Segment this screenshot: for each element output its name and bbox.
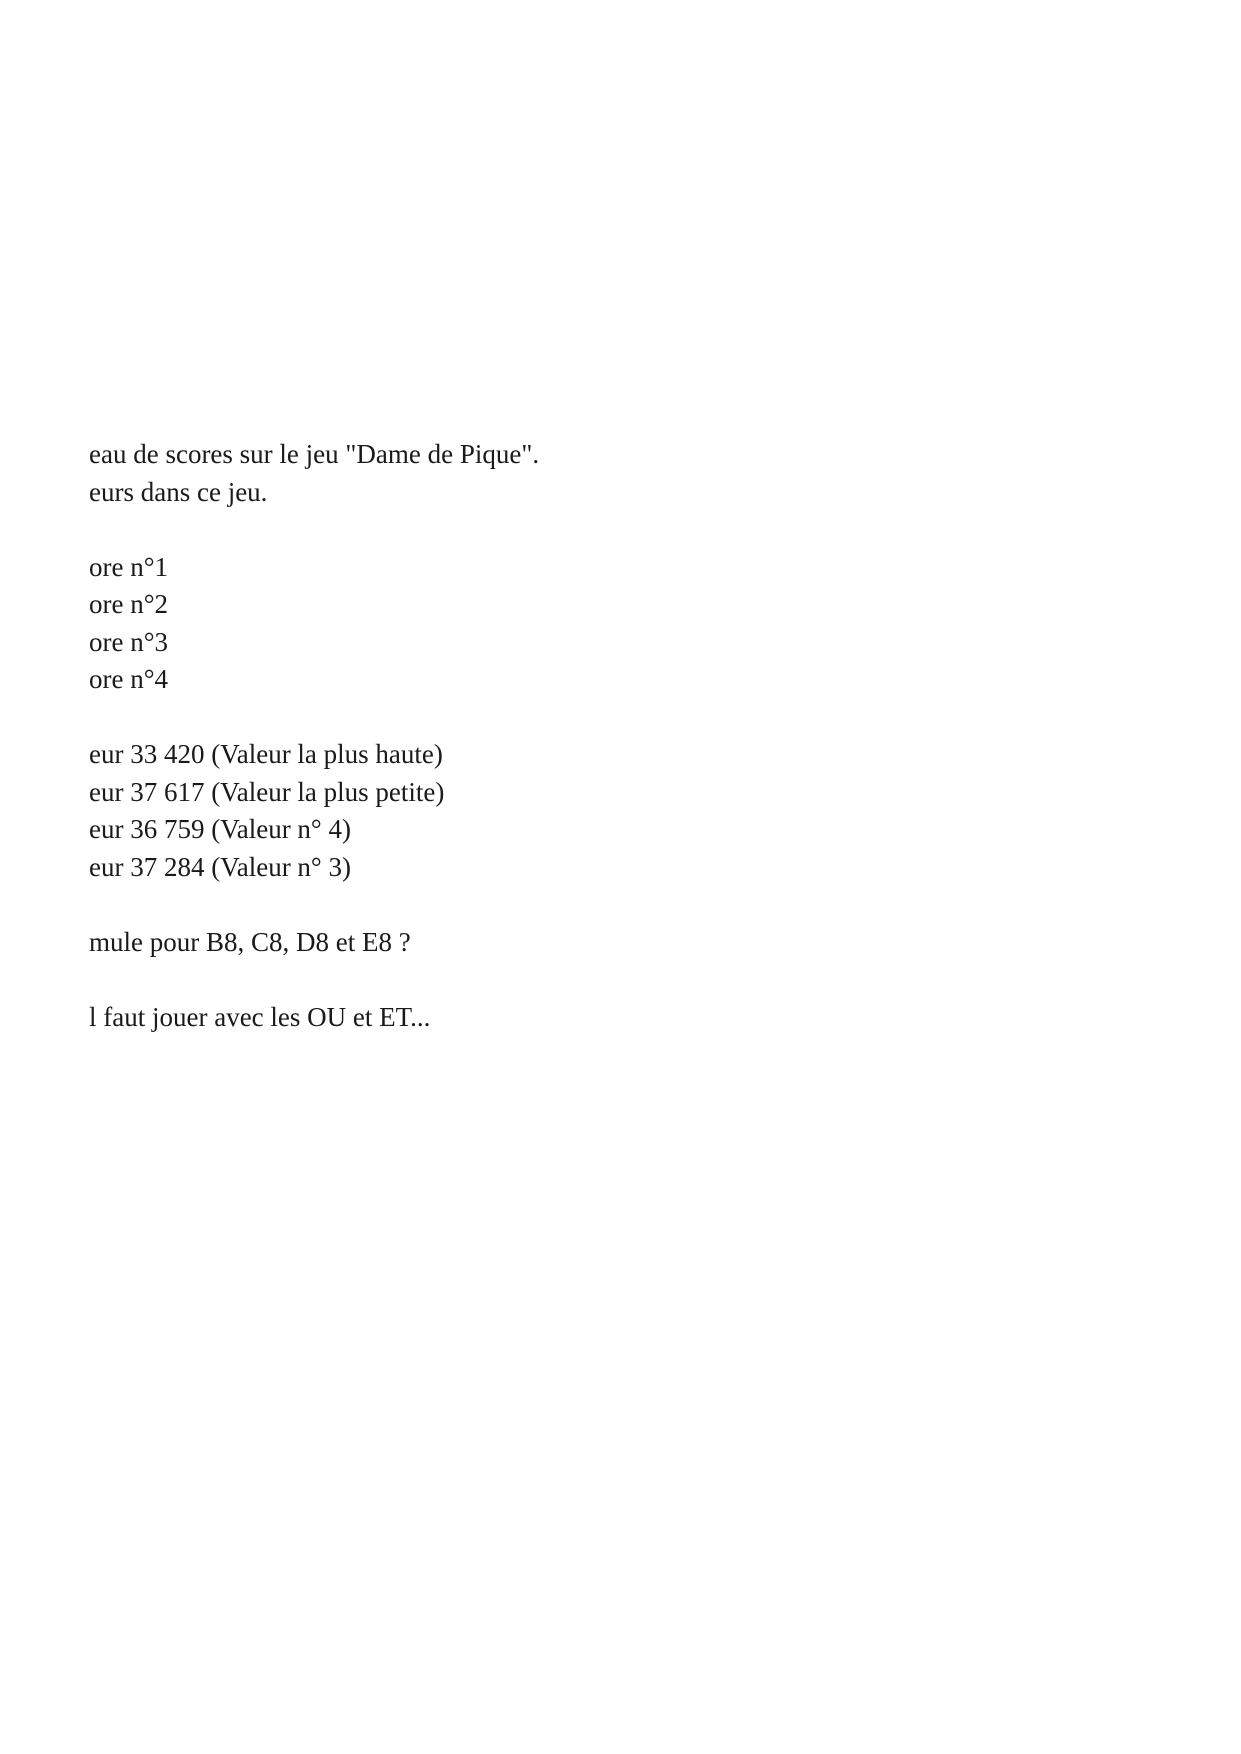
question-line: mule pour B8, C8, D8 et E8 ? [89,926,411,957]
value-line: eur 36 759 (Valeur n° 4) [89,814,351,844]
document-lines [89,436,539,1036]
value-line: eur 33 420 (Valeur la plus haute) [89,739,443,769]
score-line: ore n°2 [89,589,169,619]
score-line: ore n°1 [89,551,169,582]
score-line: ore n°3 [89,626,169,657]
intro-line: eau de scores sur le jeu "Dame de Pique". [89,439,540,469]
blank-line [89,699,539,737]
value-line: eur 37 617 (Valeur la plus petite) [89,776,445,807]
hint-line: l faut jouer avec les OU et ET... [89,1001,431,1032]
blank-line [89,886,539,924]
score-line: ore n°4 [89,664,169,694]
blank-line [89,511,539,549]
value-line: eur 37 284 (Valeur n° 3) [89,851,351,882]
blank-line [89,961,539,999]
intro-line: eurs dans ce jeu. [89,476,268,507]
document-text-area [89,436,1000,1056]
